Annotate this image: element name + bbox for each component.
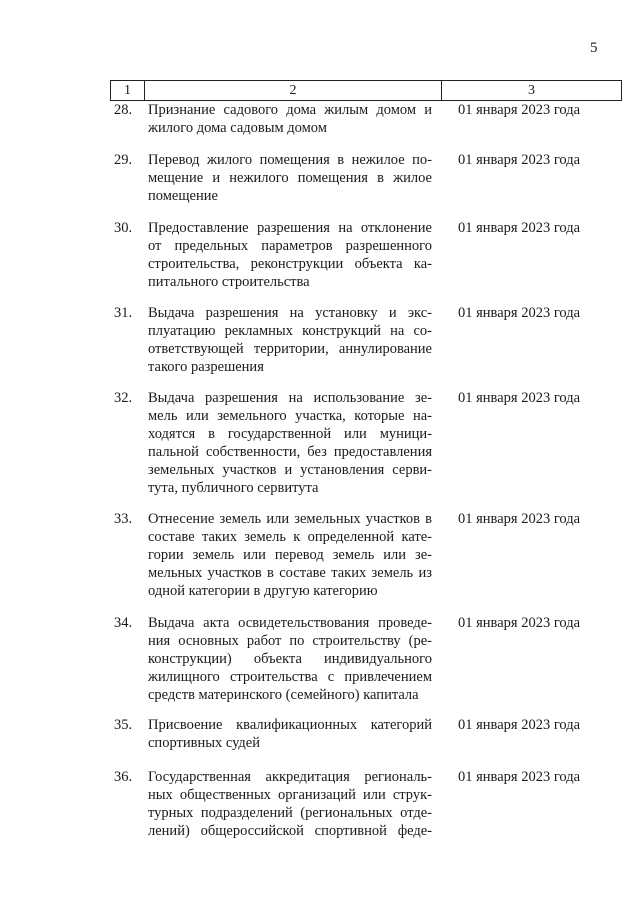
description-line: строительства, реконструкции объекта ка- — [148, 256, 432, 272]
row-number: 31. — [114, 305, 133, 321]
row-number: 32. — [114, 390, 133, 406]
description-line: мель или земельного участка, которые на- — [148, 408, 432, 424]
row-date: 01 января 2023 года — [458, 615, 581, 631]
description-line: ответствующей территории, аннулирование — [148, 341, 432, 357]
row-description — [148, 151, 432, 205]
description-line: Выдача акта освидетельствования проведе- — [148, 615, 432, 631]
description-line: одной категории в другую категорию — [148, 583, 378, 599]
row-number: 34. — [114, 615, 133, 631]
description-line: от предельных параметров разрешенного — [148, 238, 432, 254]
row-date: 01 января 2023 года — [458, 220, 581, 236]
description-line: жилого дома садовым домом — [148, 120, 327, 136]
row-description — [148, 510, 432, 600]
header-col-2: 2 — [145, 81, 442, 101]
row-number: 28. — [114, 102, 133, 118]
row-number: 30. — [114, 220, 133, 236]
description-line: ния основных работ по строительству (ре- — [148, 633, 432, 649]
row-description — [148, 389, 432, 497]
description-line: Выдача разрешения на использование зе- — [148, 390, 432, 406]
row-number: 36. — [114, 769, 133, 785]
row-date: 01 января 2023 года — [458, 305, 581, 321]
row-date: 01 января 2023 года — [458, 717, 581, 733]
row-number: 35. — [114, 717, 133, 733]
description-line: такого разрешения — [148, 359, 264, 375]
row-number: 33. — [114, 511, 133, 527]
description-line: Отнесение земель или земельных участков в — [148, 511, 432, 527]
row-description — [148, 219, 432, 291]
description-line: конструкции) объекта индивидуального — [148, 651, 432, 667]
description-line: плуатацию рекламных конструкций на со- — [148, 323, 432, 339]
row-date: 01 января 2023 года — [458, 390, 581, 406]
description-line: мещение и нежилого помещения в жилое — [148, 170, 432, 186]
description-line: турных подразделений (региональных отде- — [148, 805, 432, 821]
row-number: 29. — [114, 152, 133, 168]
description-line: мельных участков в составе таких земель из — [148, 565, 432, 581]
row-description — [148, 614, 432, 704]
description-line: питального строительства — [148, 274, 310, 290]
description-line: спортивных судей — [148, 735, 260, 751]
description-line: Предоставление разрешения на отклонение — [148, 220, 432, 236]
description-line: земельных участков и установления серви- — [148, 462, 432, 478]
description-line: Перевод жилого помещения в нежилое по- — [148, 152, 432, 168]
header-col-3: 3 — [442, 81, 622, 101]
row-description — [148, 768, 432, 840]
row-date: 01 января 2023 года — [458, 511, 581, 527]
description-line: жилищного строительства с привлечением — [148, 669, 432, 685]
page-number: 5 — [590, 40, 598, 56]
description-line: ходятся в государственной или муници- — [148, 426, 432, 442]
row-date: 01 января 2023 года — [458, 102, 581, 118]
description-line: Выдача разрешения на установку и экс- — [148, 305, 432, 321]
row-description — [148, 716, 432, 752]
description-line: пальной собственности, без предоставления — [148, 444, 432, 460]
description-line: ных общественных организаций или струк- — [148, 787, 432, 803]
row-date: 01 января 2023 года — [458, 769, 581, 785]
description-line: Государственная аккредитация региональ- — [148, 769, 432, 785]
row-description — [148, 101, 432, 137]
description-line: гории земель или перевод земель или зе- — [148, 547, 432, 563]
row-description — [148, 304, 432, 376]
header-col-1: 1 — [111, 81, 145, 101]
description-line: тута, публичного сервитута — [148, 480, 319, 496]
description-line: средств материнского (семейного) капитала — [148, 687, 419, 703]
description-line: помещение — [148, 188, 218, 204]
description-line: Признание садового дома жилым домом и — [148, 102, 432, 118]
description-line: лений) общероссийской спортивной феде- — [148, 823, 432, 839]
description-line: Присвоение квалификационных категорий — [148, 717, 432, 733]
row-date: 01 января 2023 года — [458, 152, 581, 168]
description-line: составе таких земель к определенной кате- — [148, 529, 432, 545]
table-header — [110, 80, 622, 101]
